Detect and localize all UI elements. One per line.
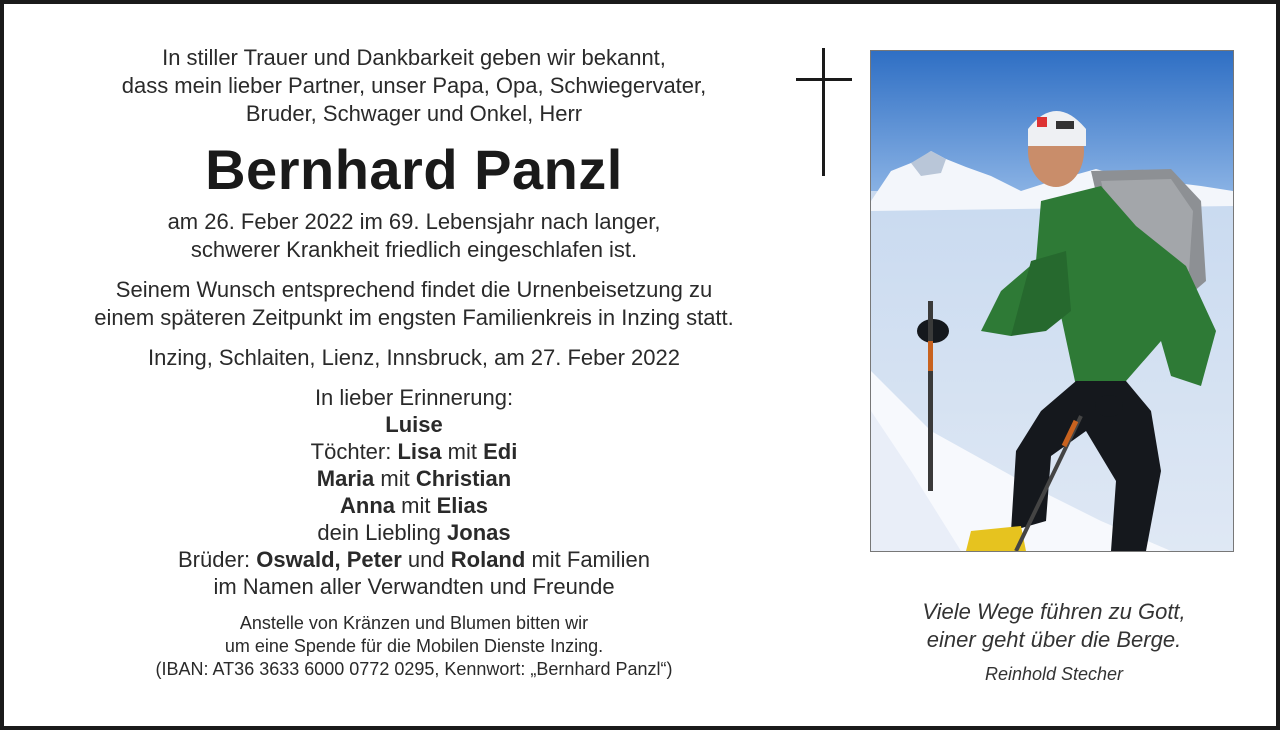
- daughters-label: Töchter:: [310, 439, 392, 464]
- daughter-3-name: Anna: [340, 493, 396, 518]
- mountaineer-illustration: [871, 51, 1233, 551]
- intro-line-3: Bruder, Schwager und Onkel, Herr: [245, 101, 583, 126]
- daughter-2-with: mit: [380, 466, 410, 491]
- death-line-1: am 26. Feber 2022 im 69. Lebensjahr nach langer,: [167, 209, 661, 234]
- grandchild-name: Jonas: [447, 520, 511, 545]
- brothers-and: und: [407, 547, 445, 572]
- obituary-text-column: [44, 44, 784, 681]
- daughter-1-with: mit: [447, 439, 477, 464]
- mourner-grandchild: [44, 519, 784, 546]
- brothers-names-b: Roland: [450, 547, 526, 572]
- funeral-line-1: Seinem Wunsch entsprechend findet die Urnenbeisetzung zu: [115, 277, 713, 302]
- quote-line-2: einer geht über die Berge.: [926, 627, 1182, 652]
- daughter-1-name: Lisa: [397, 439, 442, 464]
- mourner-brothers: [44, 546, 784, 573]
- deceased-name: Bernhard Panzl: [205, 138, 623, 201]
- brothers-suffix: mit Familien: [531, 547, 651, 572]
- quote-author: Reinhold Stecher: [984, 664, 1124, 684]
- daughter-3-with: mit: [401, 493, 431, 518]
- donation-line-1: Anstelle von Kränzen und Blumen bitten wir: [239, 613, 589, 633]
- mourners-heading: In lieber Erinnerung:: [314, 385, 514, 410]
- mourner-partner: Luise: [385, 412, 443, 437]
- grandchild-prefix: dein Liebling: [317, 520, 441, 545]
- daughter-3-spouse: Elias: [436, 493, 488, 518]
- donation-line-2: um eine Spende für die Mobilen Dienste Inzing.: [224, 636, 604, 656]
- donation-line-3: (IBAN: AT36 3633 6000 0772 0295, Kennwort: „Bernhard Panzl“): [155, 659, 673, 679]
- intro-line-1: In stiller Trauer und Dankbarkeit geben wir bekannt,: [162, 45, 666, 70]
- mourner-relatives: im Namen aller Verwandten und Freunde: [213, 574, 615, 599]
- intro-line-2: dass mein lieber Partner, unser Papa, Opa, Schwiegervater,: [121, 73, 707, 98]
- death-line-2: schwerer Krankheit friedlich eingeschlafen ist.: [190, 237, 638, 262]
- daughter-2-spouse: Christian: [415, 466, 512, 491]
- quote-line-1: Viele Wege führen zu Gott,: [922, 599, 1186, 624]
- portrait-photo: [870, 50, 1234, 552]
- brothers-label: Brüder:: [177, 547, 251, 572]
- funeral-line-2: einem späteren Zeitpunkt im engsten Familienkreis in Inzing statt.: [94, 305, 734, 330]
- cross-icon: [796, 48, 852, 176]
- quote-block: [844, 598, 1264, 686]
- mourner-daughter-1: [44, 438, 784, 465]
- place-date: Inzing, Schlaiten, Lienz, Innsbruck, am 27. Feber 2022: [148, 345, 680, 370]
- mourner-daughter-3: [44, 492, 784, 519]
- mourner-daughter-2: [44, 465, 784, 492]
- daughter-2-name: Maria: [316, 466, 375, 491]
- daughter-1-spouse: Edi: [483, 439, 518, 464]
- brothers-names-a: Oswald, Peter: [256, 547, 402, 572]
